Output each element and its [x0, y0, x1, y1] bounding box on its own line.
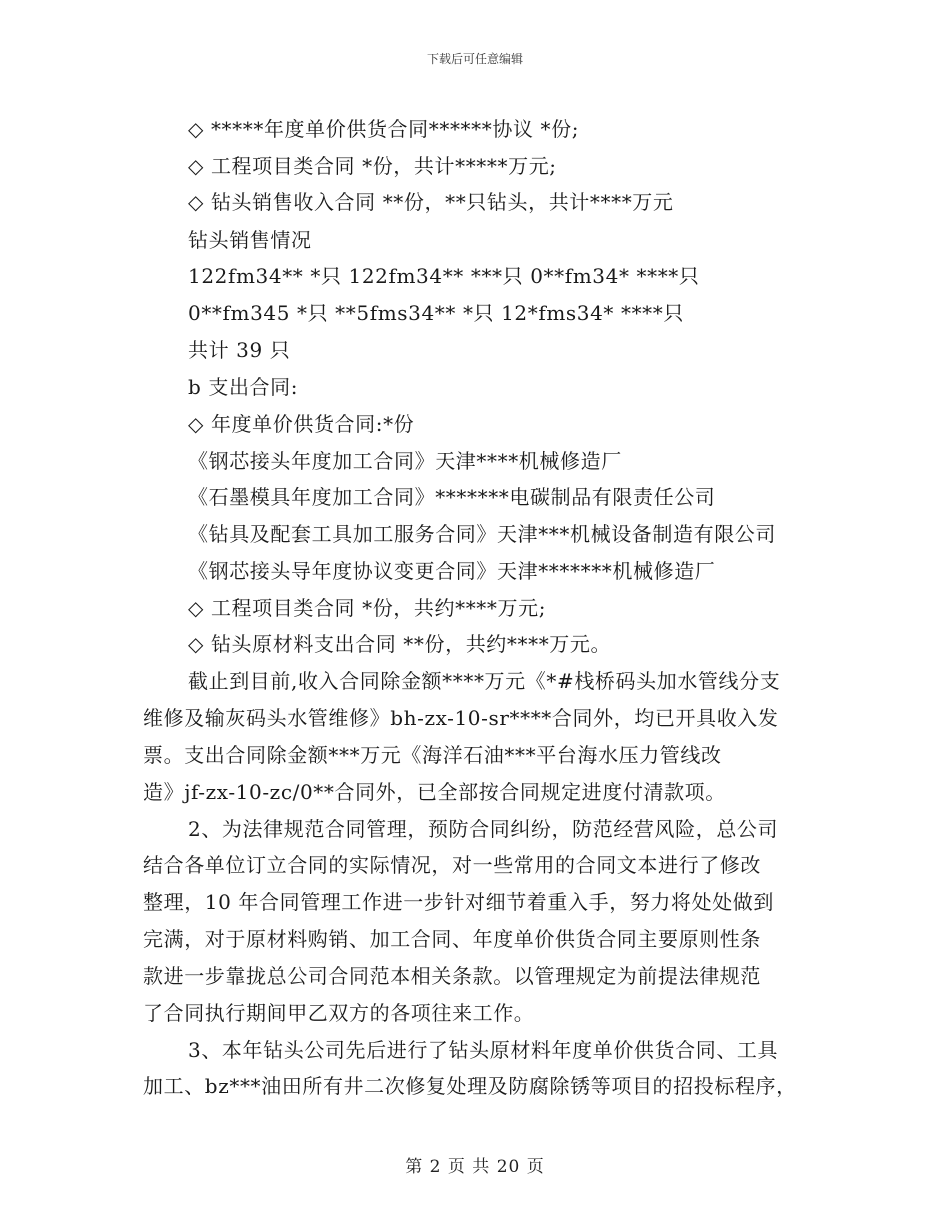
text-line: 共计 39 只: [188, 338, 291, 362]
page-number: 第 2 页 共 20 页: [405, 1157, 545, 1177]
text-line: 3、本年钻头公司先后进行了钻头原材料年度单价供货合同、工具: [188, 1038, 779, 1062]
text-line: 完满，对于原材料购销、加工合同、年度单价供货合同主要原则性条: [143, 927, 761, 951]
text-line: ◇ 钻头销售收入合同 **份，**只钻头，共计****万元: [188, 190, 674, 214]
text-line: ◇ *****年度单价供货合同******协议 *份;: [188, 117, 580, 141]
text-line: ◇ 钻头原材料支出合同 **份，共约****万元。: [188, 632, 612, 656]
text-line: ◇ 工程项目类合同 *份，共计*****万元;: [188, 154, 557, 178]
text-line: 了合同执行期间甲乙双方的各项往来工作。: [143, 1001, 535, 1025]
text-line: ◇ 工程项目类合同 *份，共约****万元;: [188, 596, 547, 620]
text-line: 《石墨模具年度加工合同》*******电碳制品有限责任公司: [188, 485, 716, 509]
text-line: 截止到目前,收入合同除金额****万元《*#栈桥码头加水管线分支: [188, 669, 781, 693]
text-line: 维修及输灰码头水管维修》bh-zx-10-sr****合同外，均已开具收入发: [143, 706, 779, 730]
text-line: 整理，10 年合同管理工作进一步针对细节着重入手，努力将处处做到: [143, 890, 775, 914]
text-line: ◇ 年度单价供货合同:*份: [188, 412, 415, 436]
page-header: 下载后可任意编辑: [426, 52, 523, 66]
text-line: 钻头销售情况: [188, 228, 312, 252]
text-line: 款进一步靠拢总公司合同范本相关条款。以管理规定为前提法律规范: [143, 964, 761, 988]
text-line: 结合各单位订立合同的实际情况，对一些常用的合同文本进行了修改: [143, 853, 761, 877]
text-line: 《钻具及配套工具加工服务合同》天津***机械设备制造有限公司: [188, 522, 776, 546]
text-line: 0**fm345 *只 **5fms34** *只 12*fms34* ****只: [188, 301, 684, 325]
text-line: 122fm34** *只 122fm34** ***只 0**fm34* ****只: [188, 264, 700, 288]
text-line: 《钢芯接头导年度协议变更合同》天津*******机械修造厂: [188, 559, 716, 583]
text-line: 票。支出合同除金额***万元《海洋石油***平台海水压力管线改: [143, 743, 722, 767]
text-line: 《钢芯接头年度加工合同》天津****机械修造厂: [188, 449, 622, 473]
text-line: 2、为法律规范合同管理，预防合同纠纷，防范经营风险，总公司: [188, 817, 779, 841]
text-line: 造》jf-zx-10-zc/0**合同外，已全部按合同规定进度付清款项。: [143, 780, 726, 804]
text-line: 加工、bz***油田所有井二次修复处理及防腐除锈等项目的招投标程序，: [143, 1074, 797, 1098]
text-line: b 支出合同:: [188, 375, 299, 399]
